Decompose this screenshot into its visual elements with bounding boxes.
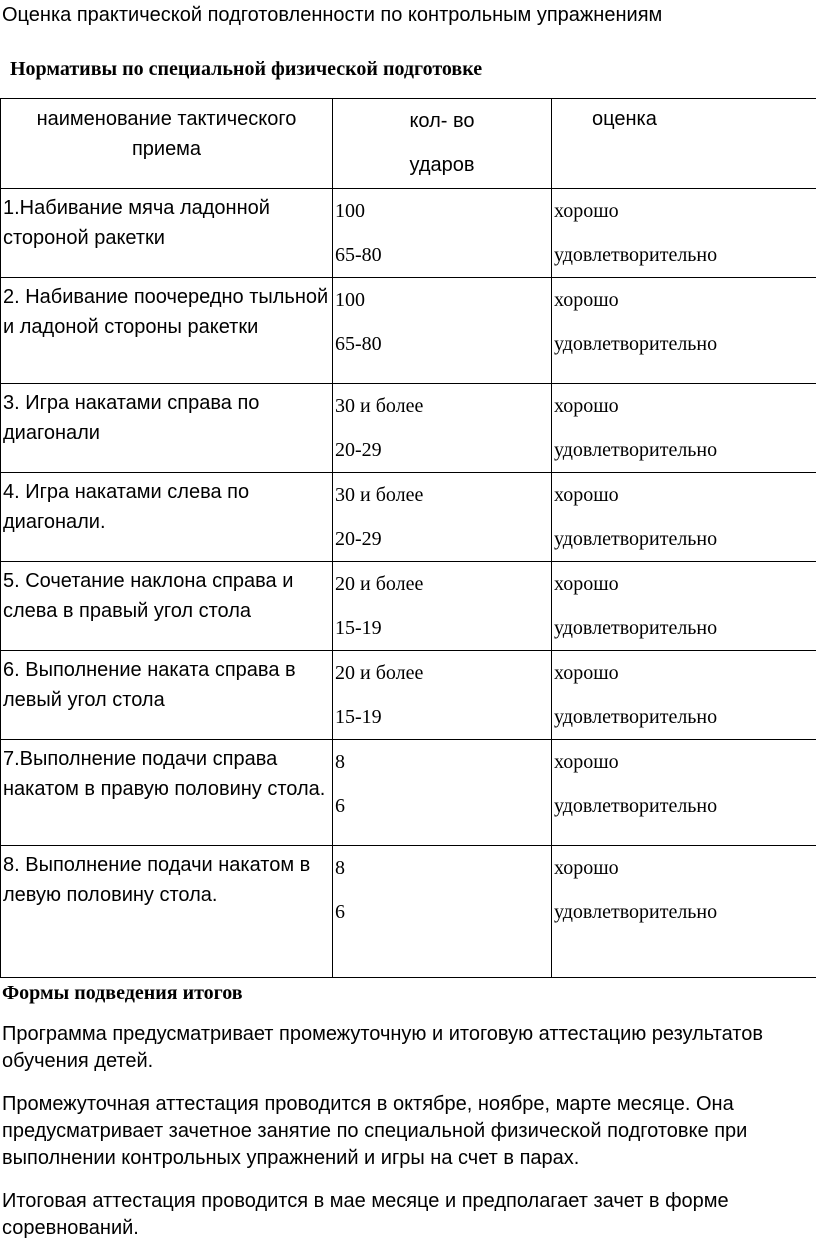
- strike-count-good: 30 и более: [335, 395, 424, 417]
- grade-satisfactory: удовлетворительно: [554, 528, 718, 550]
- header-qty-line2: ударов: [409, 154, 475, 176]
- section-heading-summary: Формы подведения итогов: [2, 982, 243, 1004]
- exercise-name: 5. Сочетание наклона справа и слева в правый угол стола: [3, 570, 294, 622]
- paragraph: Программа предусматривает промежуточную и итоговую аттестацию результатов обучения детей.: [2, 1023, 763, 1072]
- grade-good: хорошо: [554, 395, 619, 417]
- header-cell-grade: [552, 99, 816, 189]
- section-heading-norms: Нормативы по специальной физической подготовке: [10, 58, 483, 80]
- table-row: [1, 562, 816, 651]
- strike-count-good: 20 и более: [335, 662, 424, 684]
- strike-count-satisfactory: 20-29: [335, 439, 382, 461]
- grade-satisfactory: удовлетворительно: [554, 901, 718, 923]
- grade-satisfactory: удовлетворительно: [554, 333, 718, 355]
- exercise-name: 1.Набивание мяча ладонной стороной ракетки: [3, 197, 270, 249]
- grade-good: хорошо: [554, 573, 619, 595]
- strike-count-satisfactory: 15-19: [335, 617, 382, 639]
- exercise-name: 8. Выполнение подачи накатом в левую половину стола.: [3, 854, 311, 906]
- strike-count-good: 100: [335, 289, 365, 311]
- grade-satisfactory: удовлетворительно: [554, 617, 718, 639]
- grade-satisfactory: удовлетворительно: [554, 795, 718, 817]
- table-row: [1, 278, 816, 384]
- grade-good: хорошо: [554, 289, 619, 311]
- table-row: [1, 651, 816, 740]
- exercise-name: 2. Набивание поочередно тыльной и ладоной стороны ракетки: [3, 286, 329, 338]
- strike-count-satisfactory: 20-29: [335, 528, 382, 550]
- grade-satisfactory: удовлетворительно: [554, 706, 718, 728]
- strike-count-satisfactory: 65-80: [335, 333, 382, 355]
- exercise-name: 6. Выполнение наката справа в левый угол стола: [3, 659, 296, 711]
- table-row: [1, 189, 816, 278]
- strike-count-good: 100: [335, 200, 365, 222]
- header-cell-name: [1, 99, 333, 189]
- exercise-name: 4. Игра накатами слева по диагонали.: [3, 481, 250, 533]
- grade-good: хорошо: [554, 857, 619, 879]
- strike-count-satisfactory: 6: [335, 901, 345, 923]
- paragraph: Промежуточная аттестация проводится в октябре, ноябре, марте месяце. Она предусматривает зачетное занятие по специальной физической подготовке при выполнении контрольных упражнений и игры на счет в парах.: [2, 1093, 748, 1169]
- table-row: [1, 846, 816, 978]
- strike-count-satisfactory: 6: [335, 795, 345, 817]
- strike-count-satisfactory: 15-19: [335, 706, 382, 728]
- grade-good: хорошо: [554, 751, 619, 773]
- header-name-label: наименование тактического приема: [36, 108, 297, 160]
- header-grade-label: оценка: [592, 108, 657, 130]
- grade-good: хорошо: [554, 200, 619, 222]
- exercise-name: 7.Выполнение подачи справа накатом в правую половину стола.: [3, 748, 326, 800]
- strike-count-good: 8: [335, 751, 345, 773]
- table-row: [1, 473, 816, 562]
- strike-count-good: 30 и более: [335, 484, 424, 506]
- grade-good: хорошо: [554, 484, 619, 506]
- header-cell-qty: [333, 99, 552, 189]
- table-header-row: [1, 99, 816, 189]
- strike-count-good: 8: [335, 857, 345, 879]
- grade-good: хорошо: [554, 662, 619, 684]
- table-row: [1, 740, 816, 846]
- document-intro-line: Оценка практической подготовленности по контрольным упражнениям: [2, 4, 663, 26]
- strike-count-good: 20 и более: [335, 573, 424, 595]
- strike-count-satisfactory: 65-80: [335, 244, 382, 266]
- header-qty-line1: кол- во: [409, 110, 475, 132]
- grade-satisfactory: удовлетворительно: [554, 244, 718, 266]
- exercise-name: 3. Игра накатами справа по диагонали: [3, 392, 260, 444]
- grade-satisfactory: удовлетворительно: [554, 439, 718, 461]
- paragraph: Итоговая аттестация проводится в мае месяце и предполагает зачет в форме соревнований.: [2, 1190, 729, 1239]
- norms-table: [0, 98, 816, 978]
- table-row: [1, 384, 816, 473]
